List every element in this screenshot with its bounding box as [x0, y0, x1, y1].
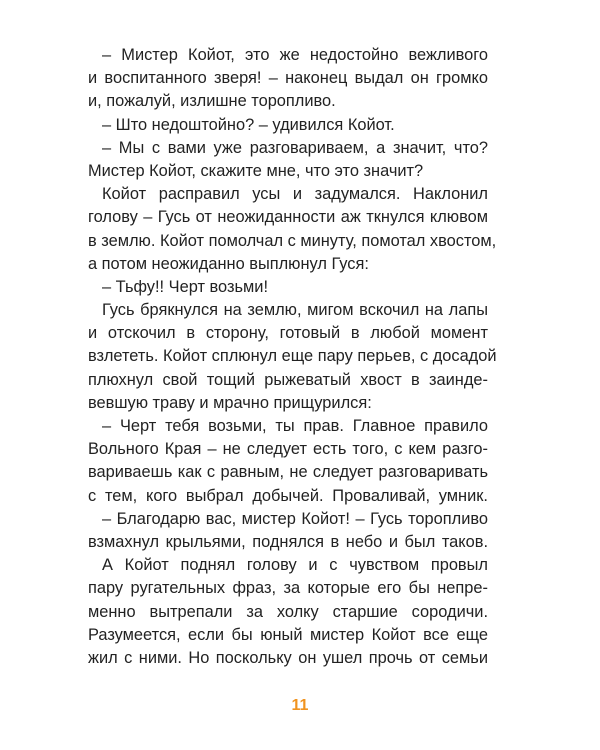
text-line: голову – Гусь от неожиданности аж ткнулся клювом [88, 208, 488, 227]
text-line: – Мистер Койот, это же недостойно вежливого [102, 46, 488, 64]
text-line: Гусь брякнулся на землю, мигом вскочил на лапы [102, 301, 488, 320]
text-line: А Койот поднял голову и с чувством провыл [102, 556, 488, 575]
text-line: жил с ними. Но поскольку он ушел прочь от семьи [88, 648, 488, 667]
text-line: Мистер Койот, скажите мне, что это значит? [88, 161, 424, 180]
text-line: а потом неожиданно выплюнул Гуся: [88, 254, 369, 273]
text-line: с тем, кого выбрал добычей. Проваливай, умник. [88, 486, 488, 505]
text-line: и, пожалуй, излишне торопливо. [88, 92, 336, 111]
text-line: и отскочил в сторону, готовый в любой момент [88, 324, 488, 343]
page-number: 11 [291, 697, 309, 714]
text-line: взмахнул крыльями, поднялся в небо и был таков. [88, 532, 488, 551]
text-line: – Черт тебя возьми, ты прав. Главное правило [102, 417, 488, 435]
text-line: Вольного Края – не следует есть того, с кем разго- [88, 440, 488, 459]
text-line: плюхнул свой тощий рыжеватый хвост в заинде- [88, 370, 488, 389]
text-line: Койот расправил усы и задумался. Наклонил [102, 185, 488, 204]
text-line: в землю. Койот помолчал с минуту, помотал хвостом, [88, 231, 497, 250]
text-line: вевшую траву и мрачно прищурился: [88, 393, 372, 412]
text-line: и воспитанного зверя! – наконец выдал он громко [88, 69, 488, 88]
text-line: Разумеется, если бы юный мистер Койот все еще [88, 625, 488, 644]
text-line: – Мы с вами уже разговариваем, а значит, что? [102, 138, 488, 157]
text-line: – Тьфу!! Черт возьми! [102, 277, 269, 296]
text-line: – Благодарю вас, мистер Койот! – Гусь торопливо [102, 509, 488, 528]
text-line: вариваешь как с равным, не следует разговаривать [88, 463, 488, 482]
text-line: менно вытрепали за холку старшие сородичи. [88, 602, 488, 621]
text-line: пару ругательных фраз, за которые его бы непре- [88, 579, 488, 598]
body-text [88, 44, 497, 670]
text-line: – Што недоштойно? – удивился Койот. [102, 115, 395, 134]
text-line: взлететь. Койот сплюнул еще пару перьев, с досадой [88, 347, 497, 366]
